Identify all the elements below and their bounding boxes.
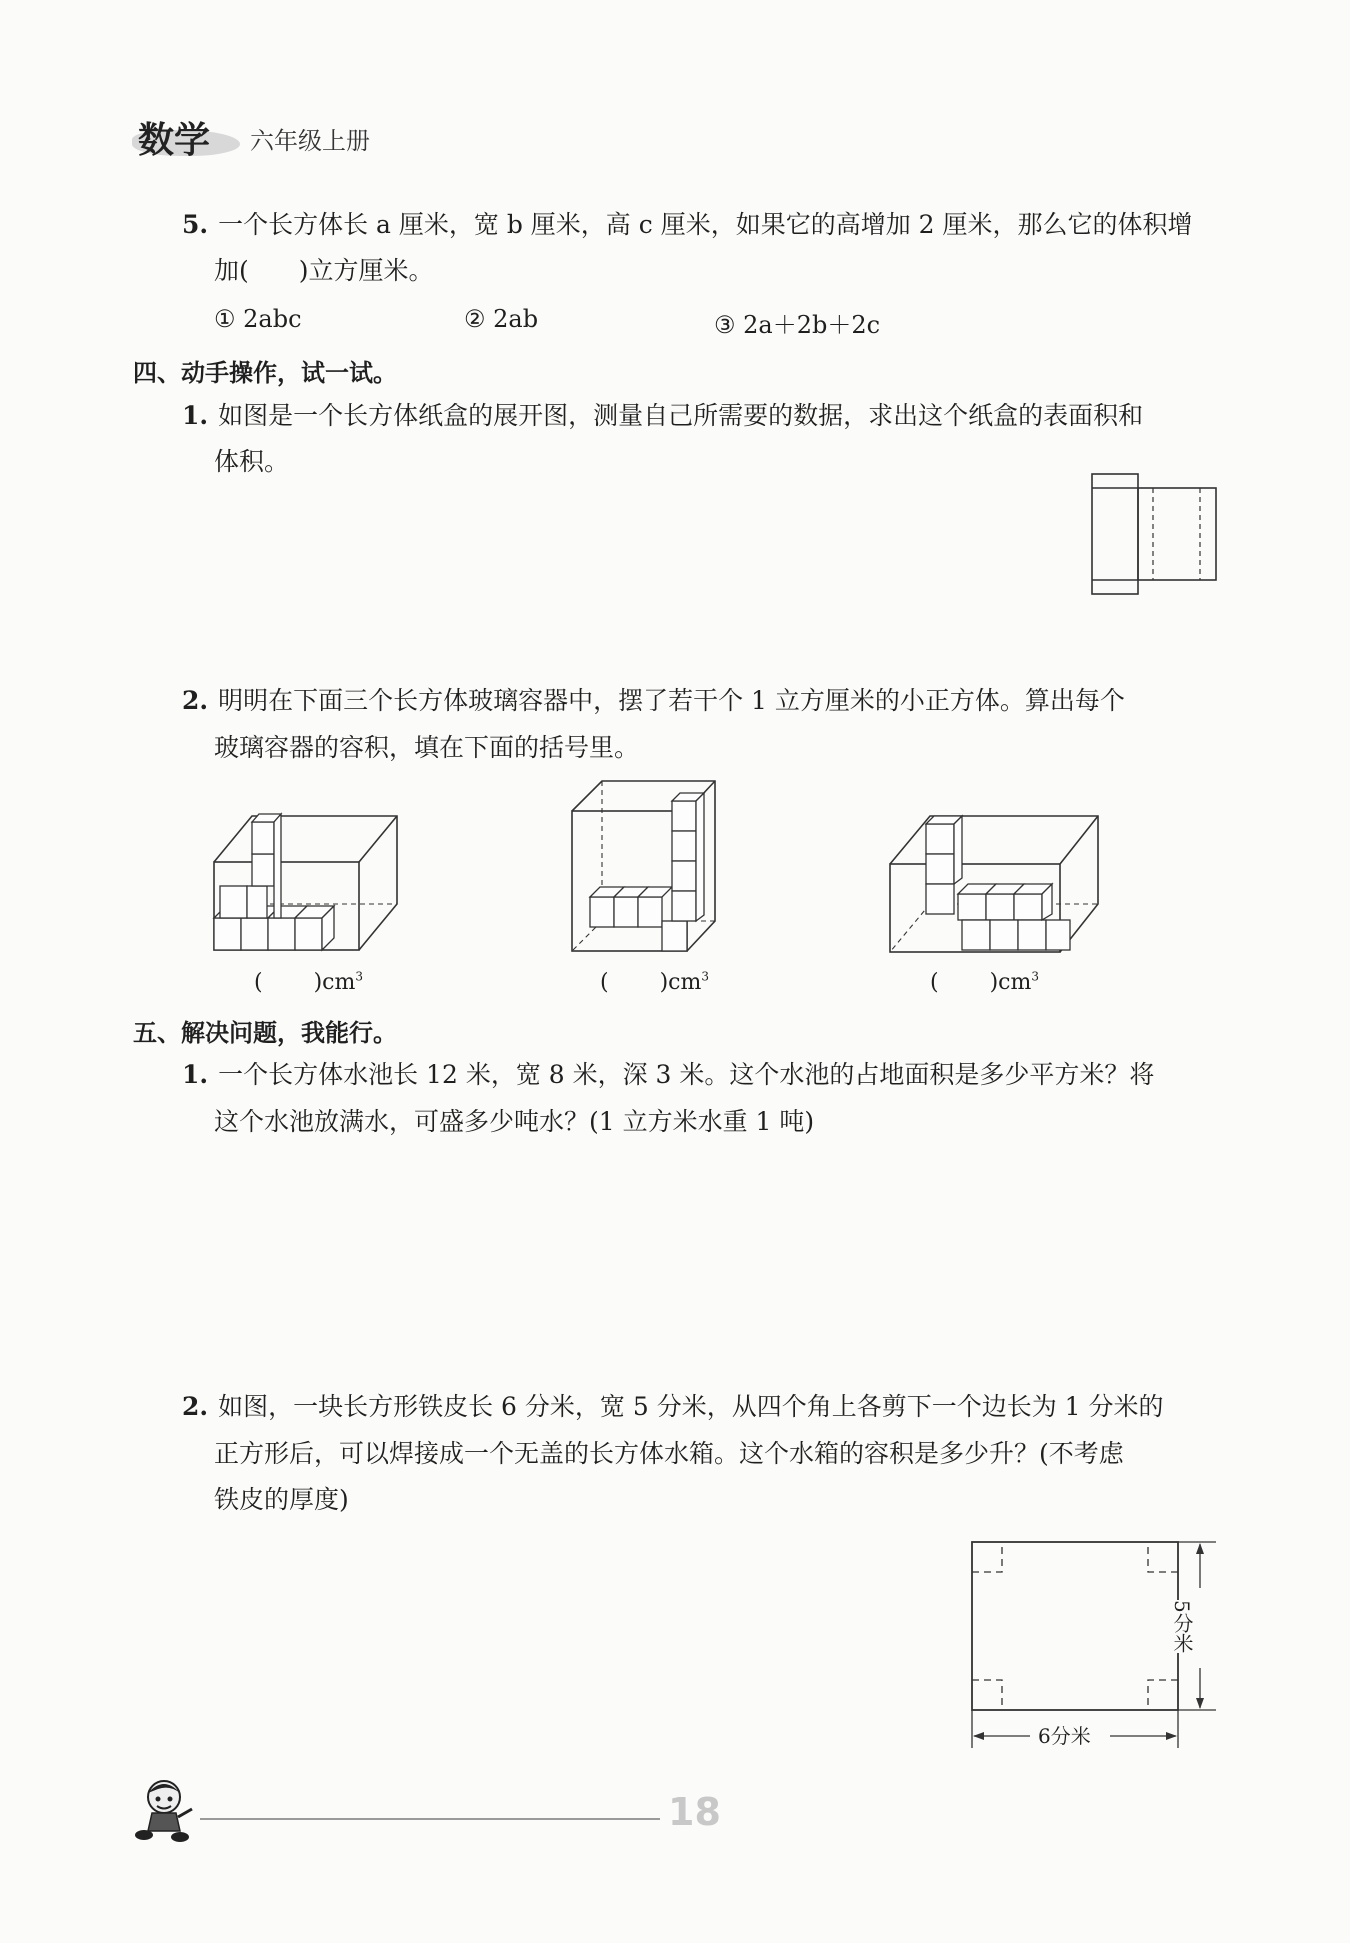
s5q1-line1 [182, 1055, 1154, 1095]
q5-option-1: ① 2abc [214, 305, 302, 333]
q5-number: 5. [182, 210, 209, 239]
s4q1-line2: 体积。 [214, 447, 290, 476]
q5-option-2: ② 2ab [464, 305, 539, 333]
page-number: 18 [668, 1790, 721, 1834]
s5q2-line2: 正方形后，可以焊接成一个无盖的长方体水箱。这个水箱的容积是多少升？(不考虑 [214, 1439, 1124, 1468]
q5-text-1: 一个长方体长 a 厘米，宽 b 厘米，高 c 厘米，如果它的高增加 2 厘米，那么它的体积增 [218, 210, 1193, 239]
s5q1-text-1: 一个长方体水池长 12 米，宽 8 米，深 3 米。这个水池的占地面积是多少平方米？将 [218, 1060, 1155, 1089]
footer-divider [200, 1818, 660, 1820]
container-3-caption: ( )$cm^3$ [930, 969, 1039, 995]
s4q2-number: 2. [182, 686, 209, 715]
s4q2-line2: 玻璃容器的容积，填在下面的括号里。 [214, 733, 640, 762]
q5-line1 [182, 205, 1193, 245]
s5q2-line3: 铁皮的厚度) [214, 1485, 349, 1514]
s5q2-text-1: 如图，一块长方形铁皮长 6 分米，宽 5 分米，从四个角上各剪下一个边长为 1 分米的 [218, 1392, 1164, 1421]
s4q2-line1 [182, 681, 1125, 721]
s4q1-number: 1. [182, 401, 209, 430]
s5q1-line2: 这个水池放满水，可盛多少吨水？(1 立方米水重 1 吨) [214, 1107, 815, 1136]
s5q2-number: 2. [182, 1392, 209, 1421]
height-label: 5分米 [1166, 1600, 1192, 1653]
s4q1-line1 [182, 396, 1143, 436]
s5q2-line1 [182, 1387, 1164, 1427]
container-3-figure [888, 810, 1103, 958]
book-subtitle: 六年级上册 [250, 127, 370, 155]
s5q1-number: 1. [182, 1060, 209, 1089]
container-2-figure [570, 775, 720, 955]
cartoon-mascot-icon [130, 1775, 200, 1845]
book-title: 数学 [138, 120, 211, 161]
s4q2-text-1: 明明在下面三个长方体玻璃容器中，摆了若干个 1 立方厘米的小正方体。算出每个 [218, 686, 1125, 715]
width-label: 6分米 [1034, 1720, 1095, 1749]
container-1-caption: ( )$cm^3$ [254, 969, 363, 995]
box-net-figure [1090, 472, 1220, 598]
section4-heading: 四、动手操作，试一试。 [133, 359, 397, 387]
container-2-caption: ( )$cm^3$ [600, 969, 709, 995]
q5-option-3: ③ 2a＋2b＋2c [714, 311, 881, 339]
s4q1-text-1: 如图是一个长方体纸盒的展开图，测量自己所需要的数据，求出这个纸盒的表面积和 [218, 401, 1144, 430]
section5-heading: 五、解决问题，我能行。 [133, 1019, 397, 1047]
q5-line2: 加( )立方厘米。 [214, 256, 434, 285]
container-1-figure [212, 810, 402, 955]
